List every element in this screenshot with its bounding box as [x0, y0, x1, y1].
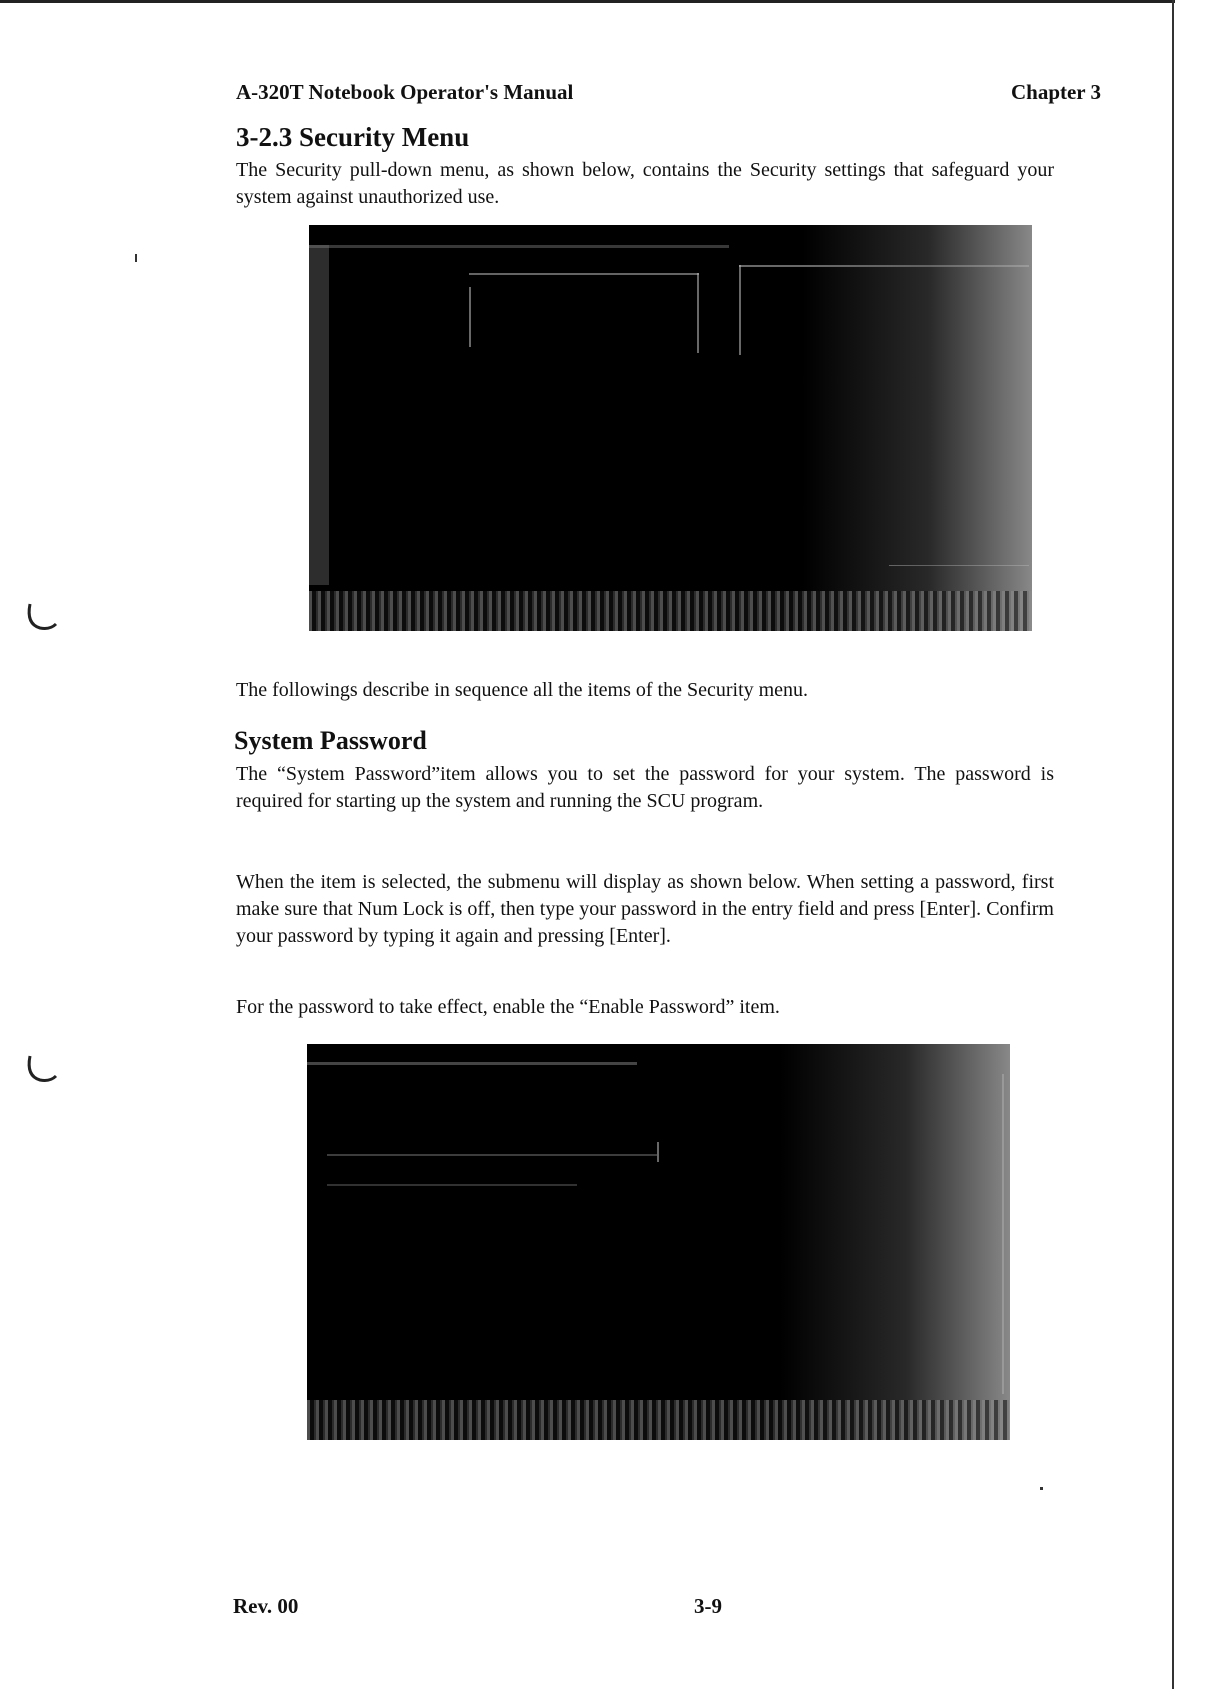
top-rule [0, 0, 1175, 3]
scan-speck [135, 254, 137, 262]
system-password-paragraph-1: The “System Password”item allows you to set the password for your system. The password is required for starting up the system and running the SCU program. [236, 763, 1054, 812]
binding-hole-mark-icon [24, 1052, 58, 1086]
system-password-submenu-screenshot [307, 1044, 1010, 1440]
manual-title: A-320T Notebook Operator's Manual [236, 80, 574, 104]
system-password-paragraph-2: When the item is selected, the submenu will display as shown below. When setting a password, first make sure that Num Lock is off, then type your password in the entry field and press [Enter]. Confirm your password by typing it again and pressing [Enter]. [236, 871, 1054, 947]
scan-speck [1040, 1487, 1043, 1490]
sequence-description: The followings describe in sequence all the items of the Security menu. [236, 679, 809, 701]
right-edge-rule [1172, 0, 1174, 1689]
security-menu-screenshot [309, 225, 1032, 631]
system-password-paragraph-3: For the password to take effect, enable the “Enable Password” item. [236, 996, 780, 1018]
system-password-heading: System Password [234, 726, 427, 755]
chapter-label: Chapter 3 [1010, 80, 1101, 104]
binding-hole-mark-icon [24, 600, 58, 634]
revision-label: Rev. 00 [233, 1594, 299, 1618]
page-number: 3-9 [694, 1594, 722, 1618]
section-intro: The Security pull-down menu, as shown below, contains the Security settings that safeguard your system against unauthorized use. [236, 159, 1054, 208]
section-heading: 3-2.3 Security Menu [236, 122, 470, 152]
